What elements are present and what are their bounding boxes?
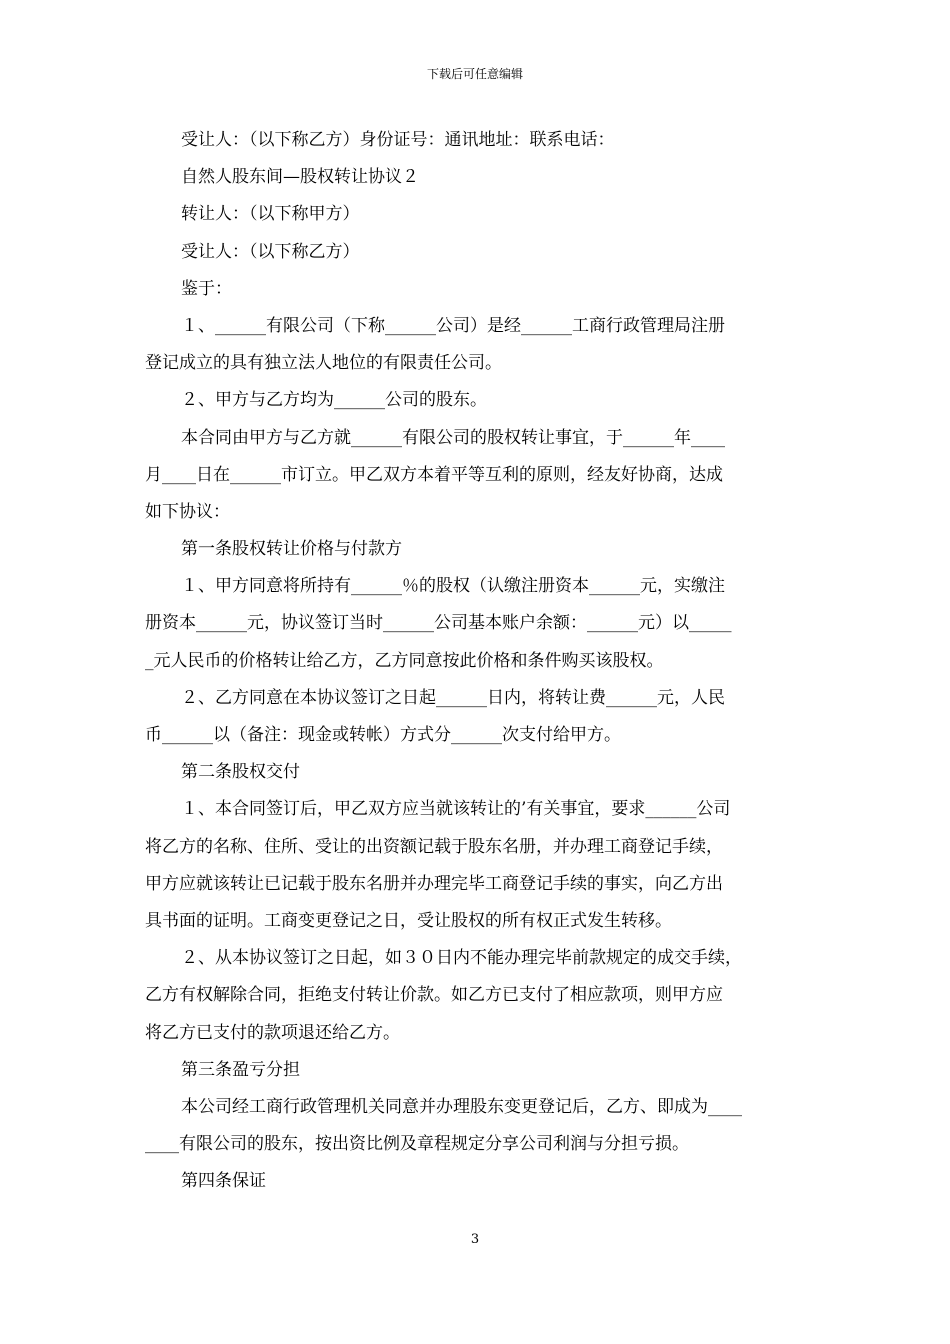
text-line: 第四条保证 bbox=[181, 1171, 266, 1192]
text-line: 登记成立的具有独立法人地位的有限责任公司。 bbox=[145, 353, 502, 374]
text-line: 第一条股权转让价格与付款方 bbox=[181, 539, 402, 560]
text-line: 本公司经工商行政管理机关同意并办理股东变更登记后，乙方、即成为____ bbox=[181, 1096, 742, 1117]
text-line: １、本合同签订后，甲乙双方应当就该转让的’有关事宜，要求______公司 bbox=[181, 799, 731, 820]
text-line: 乙方有权解除合同，拒绝支付转让价款。如乙方已支付了相应款项，则甲方应 bbox=[145, 985, 723, 1006]
text-line: 受让人：（以下称乙方） bbox=[181, 241, 360, 262]
text-line: 具书面的证明。工商变更登记之日，受让股权的所有权正式发生转移。 bbox=[145, 910, 672, 931]
text-line: 本合同由甲方与乙方就______有限公司的股权转让事宜，于______年____ bbox=[181, 427, 725, 448]
text-line: 币______以（备注：现金或转帐）方式分______次支付给甲方。 bbox=[145, 725, 621, 745]
document-body bbox=[145, 122, 805, 1200]
page-header: 下载后可任意编辑 bbox=[426, 67, 523, 81]
text-line: ２、甲方与乙方均为______公司的股东。 bbox=[181, 390, 487, 411]
text-line: 鉴于： bbox=[181, 278, 232, 299]
text-line: 转让人：（以下称甲方） bbox=[181, 204, 360, 225]
text-line: 册资本______元，协议签订当时______公司基本账户余额：______元）以_____ bbox=[145, 613, 732, 634]
text-line: 第二条股权交付 bbox=[181, 762, 300, 783]
text-line: 将乙方的名称、住所、受让的出资额记载于股东名册，并办理工商登记手续， bbox=[145, 836, 723, 857]
text-line: ２、乙方同意在本协议签订之日起______日内，将转让费______元，人民 bbox=[181, 687, 725, 708]
text-line: 月____日在______市订立。甲乙双方本着平等互利的原则，经友好协商，达成 bbox=[145, 464, 723, 485]
page-number: 3 bbox=[470, 1232, 480, 1247]
text-line: 将乙方已支付的款项退还给乙方。 bbox=[145, 1022, 400, 1043]
text-line: 如下协议： bbox=[145, 501, 230, 522]
text-line: ２、从本协议签订之日起，如３０日内不能办理完毕前款规定的成交手续， bbox=[181, 948, 742, 969]
text-line: １、______有限公司（下称______公司）是经______工商行政管理局注册 bbox=[181, 315, 725, 336]
text-line: １、甲方同意将所持有______％的股权（认缴注册资本______元，实缴注 bbox=[181, 576, 725, 597]
text-line: 第三条盈亏分担 bbox=[181, 1059, 300, 1080]
text-line: 甲方应就该转让已记载于股东名册并办理完毕工商登记手续的事实，向乙方出 bbox=[145, 873, 723, 894]
text-line: 自然人股东间—股权转让协议２ bbox=[181, 167, 419, 188]
text-line: ____有限公司的股东，按出资比例及章程规定分享公司利润与分担亏损。 bbox=[145, 1134, 689, 1155]
text-line: _元人民币的价格转让给乙方，乙方同意按此价格和条件购买该股权。 bbox=[145, 650, 664, 671]
text-line: 受让人：（以下称乙方）身份证号：通讯地址：联系电话： bbox=[181, 130, 615, 150]
